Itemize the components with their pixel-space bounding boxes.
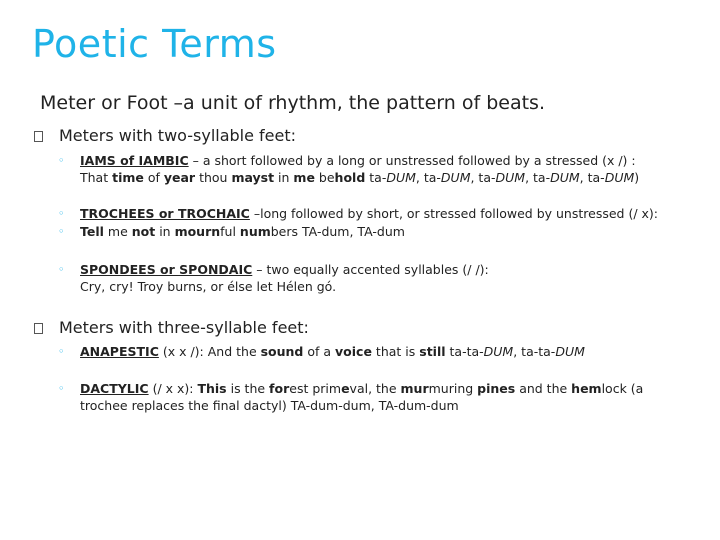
list-item-dactyl [58, 380, 708, 414]
stress-mark: DUM [483, 344, 514, 359]
stressed-word: pines [477, 381, 516, 396]
dactyl-text: (/ x x): [148, 381, 198, 396]
iamb-text: ta- [365, 170, 387, 185]
anapest-text: that is [371, 344, 420, 359]
stress-mark: DUM [495, 170, 526, 185]
iamb-text: , ta- [579, 170, 605, 185]
iamb-text: That [80, 170, 113, 185]
def-trochee: –long followed by short, or stressed followed by unstressed (/ x): [249, 206, 658, 221]
bullet-icon: ◦ [58, 154, 65, 167]
dactyl-text: est prim [289, 381, 342, 396]
dactyl-text: is the [226, 381, 270, 396]
iamb-text: ) [634, 170, 640, 185]
stressed-word: not [131, 224, 156, 239]
bullet-icon: ◦ [58, 382, 65, 395]
list-item-trochee [58, 205, 708, 222]
bullet-icon: ◦ [58, 263, 65, 276]
dactyl-text: val, the [349, 381, 401, 396]
subtitle-rest: –a unit of rhythm, the pattern of beats. [167, 92, 545, 114]
bullet-icon: ◦ [58, 345, 65, 358]
trochee-text: in [155, 224, 175, 239]
anapest-text: , ta-ta- [513, 344, 556, 359]
def-spondee: – two equally accented syllables (/ /): [252, 262, 489, 277]
stressed-word: Tell [80, 224, 104, 239]
stressed-word: me [293, 170, 315, 185]
stress-mark: DUM [555, 344, 585, 359]
list-item-spondee [58, 261, 708, 295]
bullet-three-syllable-text: Meters with three-syllable feet: [59, 318, 309, 337]
bullet-icon: ◦ [58, 207, 65, 220]
list-item-trochee-example [58, 223, 708, 240]
stress-mark: DUM [604, 170, 635, 185]
iamb-text: of [143, 170, 164, 185]
dactyl-text: and the [515, 381, 572, 396]
stress-mark: DUM [386, 170, 416, 185]
stressed-word: time [112, 170, 144, 185]
dactyl-text: muring [428, 381, 478, 396]
def-iamb: – a short followed by a long or unstressed followed by a stressed (x /) : [188, 153, 636, 168]
trochee-text: bers TA-dum, TA-dum [270, 224, 405, 239]
term-trochee: TROCHEES or TROCHAIC [80, 206, 250, 221]
stressed-word: year [163, 170, 196, 185]
stressed-word: mayst [231, 170, 275, 185]
list-item-anapest [58, 343, 708, 360]
list-item-iamb [58, 152, 708, 186]
checkbox-square-icon [34, 131, 43, 142]
subtitle-meter: Meter [40, 92, 96, 114]
subtitle-or: or [95, 92, 127, 114]
iamb-text: , ta- [525, 170, 551, 185]
subtitle [40, 92, 545, 114]
trochee-text: ful [220, 224, 240, 239]
trochee-text: me [103, 224, 132, 239]
stressed-word: still [419, 344, 446, 359]
stressed-word: sound [260, 344, 304, 359]
stress-mark: DUM [440, 170, 471, 185]
stress-mark: DUM [550, 170, 580, 185]
stressed-word: mourn [174, 224, 221, 239]
term-anapest: ANAPESTIC [80, 344, 159, 359]
stressed-word: num [239, 224, 271, 239]
iamb-text: thou [195, 170, 232, 185]
bullet-two-syllable-text: Meters with two-syllable feet: [59, 126, 297, 145]
subtitle-foot: Foot [126, 92, 168, 114]
stressed-word: e [341, 381, 350, 396]
iamb-text: be [314, 170, 335, 185]
anapest-text: (x x /): And the [158, 344, 261, 359]
stressed-word: This [197, 381, 227, 396]
term-dactyl: DACTYLIC [80, 381, 149, 396]
checkbox-square-icon [34, 323, 43, 334]
stressed-word: hold [334, 170, 366, 185]
bullet-three-syllable [34, 318, 309, 337]
iamb-text: in [274, 170, 294, 185]
bullet-icon: ◦ [58, 225, 65, 238]
dactyl-text: trochee replaces the final dactyl) TA-dum-dum, TA-dum-dum [80, 398, 459, 413]
stressed-word: hem [571, 381, 602, 396]
bullet-two-syllable [34, 126, 296, 145]
spondee-example: Cry, cry! Troy burns, or élse let Hélen gó. [80, 279, 337, 294]
stressed-word: mur [400, 381, 429, 396]
stressed-word: for [269, 381, 290, 396]
stressed-word: voice [335, 344, 372, 359]
term-spondee: SPONDEES or SPONDAIC [80, 262, 253, 277]
dactyl-text: lock (a [601, 381, 644, 396]
page-title: Poetic Terms [32, 22, 277, 66]
iamb-text: , ta- [470, 170, 496, 185]
term-iamb: IAMS of IAMBIC [80, 153, 189, 168]
anapest-text: of a [303, 344, 336, 359]
anapest-text: ta-ta- [445, 344, 484, 359]
iamb-text: , ta- [415, 170, 441, 185]
